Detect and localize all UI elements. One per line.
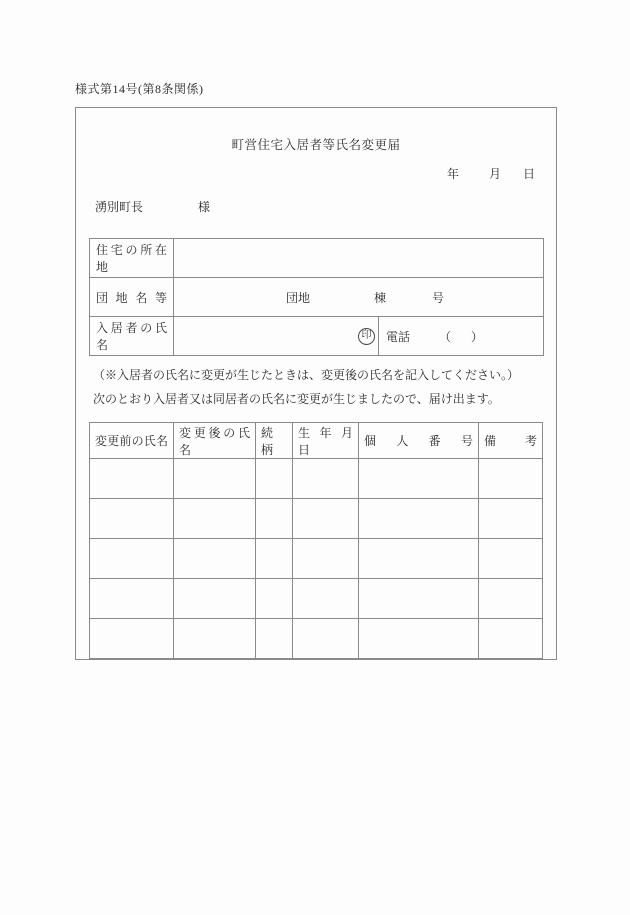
housing-location-row [90, 239, 544, 278]
change-table-empty-cell [293, 539, 359, 579]
date-line [76, 165, 556, 182]
header-remarks: 備 考 [479, 423, 543, 459]
change-table-empty-cell [174, 579, 256, 619]
addressee-honorific: 様 [198, 200, 211, 214]
phone-label: 電話 [386, 329, 411, 344]
housing-info-table [89, 238, 544, 356]
change-table-empty-cell [479, 499, 543, 539]
change-table-empty-cell [174, 539, 256, 579]
change-table-empty-cell [293, 579, 359, 619]
change-table-empty-cell [90, 459, 174, 499]
resident-name-field [174, 317, 379, 356]
building-suffix-label: 棟 [374, 290, 387, 305]
date-month-label: 月 [488, 167, 501, 181]
complex-suffix-label: 団地 [286, 290, 311, 305]
change-table-body [90, 459, 543, 659]
date-year-label: 年 [446, 167, 459, 181]
name-change-table [89, 422, 543, 659]
change-table-empty-cell [359, 539, 479, 579]
unit-suffix-label: 号 [432, 290, 445, 305]
change-table-empty-cell [256, 459, 293, 499]
housing-location-field [174, 239, 544, 278]
header-relationship: 続 柄 [256, 423, 293, 459]
change-table-empty-cell [359, 499, 479, 539]
change-table-empty-cell [256, 539, 293, 579]
change-table-empty-row [90, 499, 543, 539]
resident-name-label: 入居者の氏名 [90, 317, 174, 356]
change-table-empty-cell [479, 459, 543, 499]
change-table-empty-cell [479, 579, 543, 619]
change-table-empty-cell [174, 459, 256, 499]
change-table-empty-cell [359, 619, 479, 659]
complex-name-field [174, 278, 544, 317]
change-table-empty-cell [479, 539, 543, 579]
note-declaration: 次のとおり入居者又は同居者の氏名に変更が生じましたので、届け出ます。 [93, 392, 500, 406]
complex-name-label: 団 地 名 等 [90, 278, 174, 317]
date-day-label: 日 [522, 167, 535, 181]
change-table-empty-cell [293, 459, 359, 499]
change-table-empty-cell [359, 459, 479, 499]
change-table-empty-cell [256, 579, 293, 619]
change-table-empty-cell [293, 499, 359, 539]
form-title: 町営住宅入居者等氏名変更届 [231, 138, 401, 152]
change-table-empty-cell [256, 619, 293, 659]
change-table-empty-cell [90, 499, 174, 539]
change-table-empty-cell [174, 499, 256, 539]
change-table-empty-row [90, 619, 543, 659]
form-number: 様式第14号(第8条関係) [75, 82, 204, 96]
change-table-empty-cell [90, 579, 174, 619]
resident-name-row [90, 317, 544, 356]
phone-field [379, 317, 544, 356]
change-table-empty-cell [479, 619, 543, 659]
header-individual-number: 個 人 番 号 [359, 423, 479, 459]
change-table-empty-row [90, 539, 543, 579]
header-name-after: 変更後の氏名 [174, 423, 256, 459]
housing-location-label: 住宅の所在地 [90, 239, 174, 278]
addressee-name: 湧別町長 [95, 200, 144, 214]
header-name-before: 変更前の氏名 [90, 423, 174, 459]
phone-parens: （ ） [439, 329, 488, 344]
change-table-header-row [90, 423, 543, 459]
change-table-empty-row [90, 459, 543, 499]
complex-name-row [90, 278, 544, 317]
header-birthdate: 生 年 月 日 [293, 423, 359, 459]
change-table-empty-cell [90, 619, 174, 659]
form-border-box [75, 107, 557, 660]
change-table-empty-cell [359, 579, 479, 619]
change-table-empty-cell [293, 619, 359, 659]
seal-icon: 印 [358, 328, 375, 345]
change-table-empty-cell [256, 499, 293, 539]
change-table-empty-cell [90, 539, 174, 579]
change-table-empty-cell [174, 619, 256, 659]
addressee-line [76, 198, 556, 215]
change-table-empty-row [90, 579, 543, 619]
note-fill-instruction: （※入居者の氏名に変更が生じたときは、変更後の氏名を記入してください。） [93, 368, 520, 382]
